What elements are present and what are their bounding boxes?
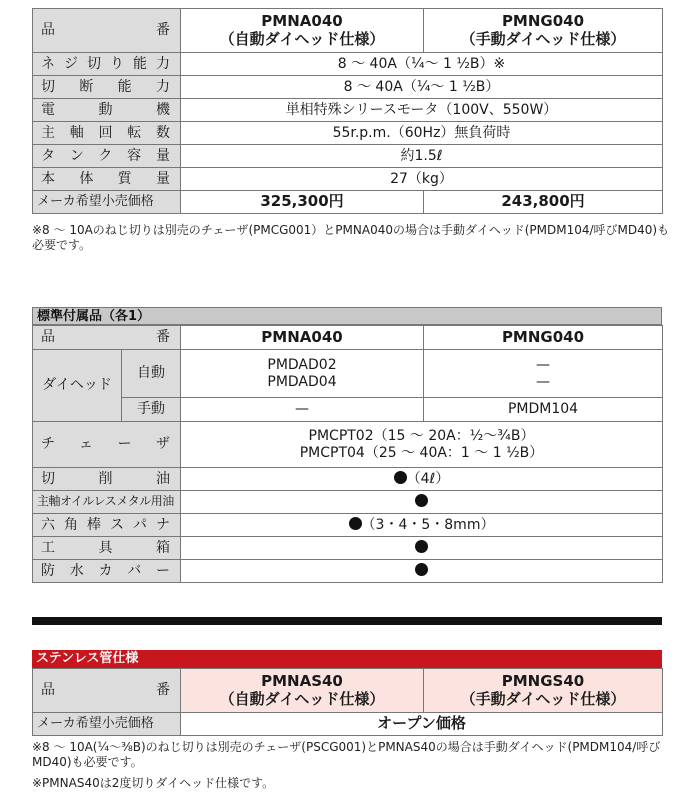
spec-table <box>32 8 663 214</box>
acc-diehead-manual-label: 手動 <box>122 398 181 422</box>
spec-col1-sub: （自動ダイヘッド仕様） <box>219 29 385 48</box>
acc-spindle-oil-value <box>181 491 663 514</box>
acc-hex-wrench-value <box>181 514 663 537</box>
spec-price-col1: 325,300円 <box>181 191 424 214</box>
spec-value-cutting: 8 ～ 40A（¼～ 1 ½B） <box>181 76 663 99</box>
acc-chaser-row <box>33 422 663 468</box>
acc-toolbox-row <box>33 537 663 560</box>
spec-row-price <box>33 191 663 214</box>
acc-toolbox-value <box>181 537 663 560</box>
spec-row-tank <box>33 145 663 168</box>
black-circle-icon <box>394 471 407 484</box>
spec-row-mass <box>33 168 663 191</box>
black-circle-icon <box>415 563 428 576</box>
black-circle-icon <box>349 517 362 530</box>
acc-chaser-line1: PMCPT02（15 ～ 20A：½～¾B） <box>308 428 535 445</box>
black-circle-icon <box>415 540 428 553</box>
spec-header-row <box>33 9 663 53</box>
stainless-header-col1 <box>181 669 424 713</box>
acc-cover-value <box>181 560 663 583</box>
stainless-col1-model: PMNAS40 <box>261 672 343 691</box>
spec-header-col2 <box>424 9 663 53</box>
acc-hex-wrench-sizes: （3・4・5・8mm） <box>361 516 495 533</box>
acc-hex-wrench-row <box>33 514 663 537</box>
stainless-footnote-2: ※PMNAS40は2度切りダイヘッド仕様です。 <box>32 776 275 790</box>
acc-diehead-manual-col1: — <box>181 398 424 422</box>
spec-label-rpm: 主軸回転数 <box>33 122 181 145</box>
spec-row-rpm <box>33 122 663 145</box>
acc-diehead-manual-col2: PMDM104 <box>424 398 663 422</box>
spec-col1-model: PMNA040 <box>261 12 343 31</box>
spec-value-rpm: 55r.p.m.（60Hz）無負荷時 <box>181 122 663 145</box>
acc-header-label: 品 番 <box>33 326 181 350</box>
acc-diehead-manual-row <box>33 398 663 422</box>
spec-label-motor: 電動機 <box>33 99 181 122</box>
stainless-header-row <box>33 669 663 713</box>
spec-col2-model: PMNG040 <box>501 12 585 31</box>
spec-label-price: メーカ希望小売価格 <box>33 191 181 214</box>
stainless-header-label: 品 番 <box>33 669 181 713</box>
acc-diehead-auto-label: 自動 <box>122 350 181 398</box>
acc-diehead-auto-col2-b: — <box>536 373 550 390</box>
acc-diehead-auto-col1 <box>181 350 424 398</box>
stainless-col2-sub: （手動ダイヘッド仕様） <box>460 689 626 708</box>
acc-diehead-label: ダイヘッド <box>33 350 122 422</box>
spec-label-mass: 本体質量 <box>33 168 181 191</box>
stainless-table <box>32 668 663 736</box>
acc-header-col1: PMNA040 <box>181 326 424 350</box>
spec-value-motor: 単相特殊シリースモータ（100V、550W） <box>181 99 663 122</box>
spec-value-mass: 27（kg） <box>181 168 663 191</box>
acc-spindle-oil-label: 主軸オイルレスメタル用油 <box>33 491 181 514</box>
spec-label-tank: タンク容量 <box>33 145 181 168</box>
acc-chaser-line2: PMCPT04（25 ～ 40A：1 ～ 1 ½B） <box>299 444 544 461</box>
acc-hex-wrench-label: 六角棒スパナ <box>33 514 181 537</box>
acc-diehead-auto-col1-a: PMDAD02 <box>267 357 337 374</box>
spec-price-col2: 243,800円 <box>424 191 663 214</box>
accessories-section-title: 標準付属品（各1） <box>32 307 662 325</box>
spec-value-tank: 約1.5ℓ <box>181 145 663 168</box>
acc-header-row <box>33 326 663 350</box>
spec-label-threading: ネジ切り能力 <box>33 53 181 76</box>
acc-diehead-auto-col1-b: PMDAD04 <box>267 373 337 390</box>
spec-header-label: 品 番 <box>33 9 181 53</box>
acc-cutting-oil-row <box>33 468 663 491</box>
stainless-price-label: メーカ希望小売価格 <box>33 713 181 736</box>
section-divider <box>32 617 662 625</box>
acc-cutting-oil-label: 切削油 <box>33 468 181 491</box>
acc-diehead-auto-row <box>33 350 663 398</box>
acc-cutting-oil-value <box>181 468 663 491</box>
spec-footnote: ※8 ～ 10Aのねじ切りは別売のチェーザ(PMCG001）とPMNA040の場合は手動ダイヘッド(PMDM104/呼びMD40)も必要です。 <box>32 223 670 252</box>
stainless-price-row <box>33 713 663 736</box>
stainless-header-col2 <box>424 669 663 713</box>
acc-diehead-auto-col2-a: — <box>536 357 550 374</box>
stainless-col2-model: PMNGS40 <box>501 672 585 691</box>
acc-toolbox-label: 工具箱 <box>33 537 181 560</box>
spec-col2-sub: （手動ダイヘッド仕様） <box>460 29 626 48</box>
acc-chaser-label: チェーザ <box>33 422 181 468</box>
acc-cover-label: 防水カバー <box>33 560 181 583</box>
acc-cover-row <box>33 560 663 583</box>
spec-header-col1 <box>181 9 424 53</box>
spec-row-motor <box>33 99 663 122</box>
stainless-col1-sub: （自動ダイヘッド仕様） <box>219 689 385 708</box>
stainless-price-value: オープン価格 <box>181 713 663 736</box>
acc-spindle-oil-row <box>33 491 663 514</box>
stainless-section-title: ステンレス管仕様 <box>32 650 662 668</box>
black-circle-icon <box>415 494 428 507</box>
spec-row-threading <box>33 53 663 76</box>
spec-row-cutting <box>33 76 663 99</box>
accessories-table <box>32 325 663 583</box>
spec-label-cutting: 切断能力 <box>33 76 181 99</box>
acc-header-col2: PMNG040 <box>424 326 663 350</box>
spec-value-threading: 8 ～ 40A（¼～ 1 ½B）※ <box>181 53 663 76</box>
stainless-footnote-1: ※8 ～ 10A(¼～⅜B)のねじ切りは別売のチェーザ(PSCG001)とPMNAS40の場合は手動ダイヘッド(PMDM104/呼びMD40)も必要です。 <box>32 740 661 769</box>
acc-chaser-value <box>181 422 663 468</box>
acc-diehead-auto-col2 <box>424 350 663 398</box>
acc-cutting-oil-qty: （4ℓ） <box>406 470 450 487</box>
